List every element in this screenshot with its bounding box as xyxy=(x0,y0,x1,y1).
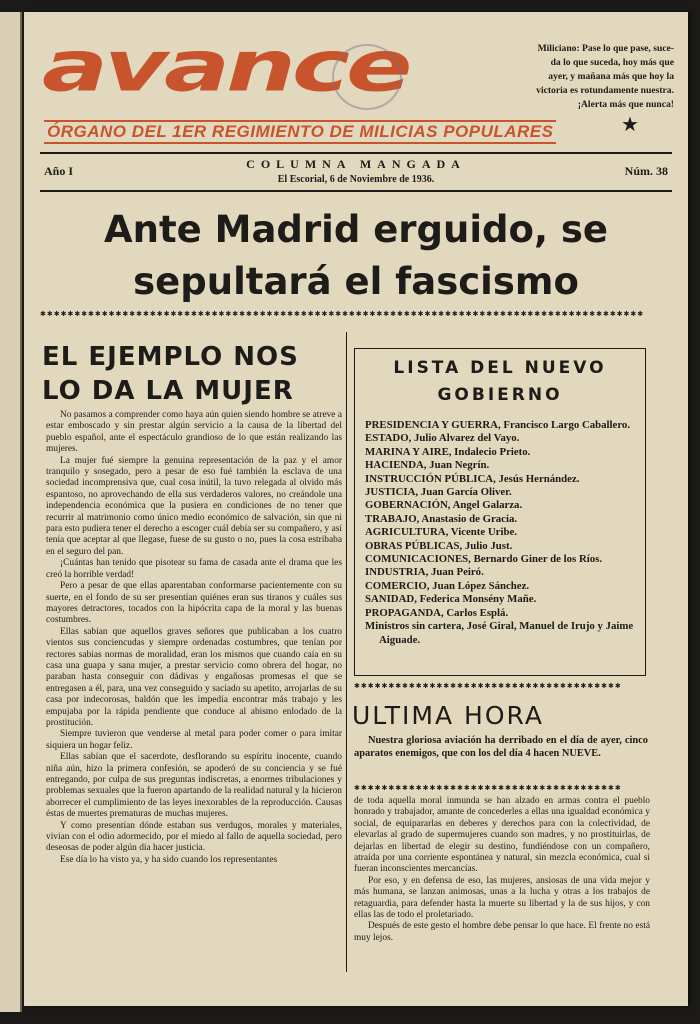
article-paragraph: Por eso, y en defensa de eso, las mujeres, ansiosas de una vida mejor y más humana, se lanzan animosas, unas a la lucha y otras a los trabajos de retaguardia, para defender hasta la muerte su libertad y la de sus hijos, y con ellas las de todo el proletariado. xyxy=(354,875,650,921)
list-item: OBRAS PÚBLICAS, Julio Just. xyxy=(365,539,513,552)
article-column-left xyxy=(46,410,342,866)
article-paragraph: Pero a pesar de que ellas aparentaban conformarse pacientemente con su suerte, en el fondo de su ser presentían quiénes eran sus tiranos y cuáles sus mayores detractores, tocados con la hipócrita capa de la moral y las buenas costumbres. xyxy=(46,581,342,626)
star-icon: ★ xyxy=(621,114,639,136)
main-headline: Ante Madrid erguido, se sepultará el fascismo xyxy=(103,208,609,303)
list-item: COMUNICACIONES, Bernardo Giner de los Ríos. xyxy=(365,553,603,566)
year-label: Año I xyxy=(44,164,74,178)
list-item: Ministros sin cartera, José Giral, Manuel de Irujo y Jaime Aiguade. xyxy=(365,620,634,646)
list-item: GOBERNACIÓN, Angel Galarza. xyxy=(365,499,523,512)
masthead-logo: avance xyxy=(42,25,409,109)
masthead-quote xyxy=(494,42,674,112)
issue-number: Núm. 38 xyxy=(624,164,668,178)
article-paragraph: de toda aquella moral inmunda se han alzado en armas contra el pueblo honrado y trabajador, amante de concederles a ellas una igualdad económica y social, de equipararlas en deberes y derechos para con la colectividad, de elevarlas al grado de supermujeres cuando son madres, y no prostituirlas, de dejarlas en libertad de elegir su destino, fundiéndose con un compañero, atraída por una corriente espontánea y natural, sin mezcla económica, cual si fueran inconscientes mercancías. xyxy=(354,796,650,875)
dotted-rule: ✱✱✱✱✱✱✱✱✱✱✱✱✱✱✱✱✱✱✱✱✱✱✱✱✱✱✱✱✱✱✱✱✱✱✱✱✱✱✱✱✱✱✱✱✱✱✱✱✱✱✱✱✱✱✱✱✱✱✱✱✱✱✱✱✱✱✱✱✱✱✱✱✱✱✱✱✱✱✱✱✱✱✱✱✱✱✱✱ xyxy=(40,310,645,318)
list-item: TRABAJO, Anastasio de Gracia. xyxy=(365,512,518,525)
article-paragraph: Y como presentían dónde estaban sus verdugos, morales y materiales, vivían con el odio adormecido, por el miedo al fallo de aquella sociedad, pero deseosas de poder algún día hacer justicia. xyxy=(46,820,342,854)
breaking-news-text: Nuestra gloriosa aviación ha derribado en el día de ayer, cinco aparatos enemigos, que con los del día 4 hacen NUEVE. xyxy=(354,735,648,759)
masthead xyxy=(42,25,554,142)
list-item: MARINA Y AIRE, Indalecio Prieto. xyxy=(365,445,531,458)
column-divider xyxy=(346,332,347,972)
article-title: EL EJEMPLO NOS LO DA LA MUJER xyxy=(42,342,299,406)
quote-line: victoria es rotundamente nuestra. xyxy=(536,85,674,96)
quote-line: ¡Alerta más que nunca! xyxy=(577,99,674,110)
list-item: AGRICULTURA, Vicente Uribe. xyxy=(365,526,517,539)
dateline xyxy=(40,152,672,192)
list-item: INSTRUCCIÓN PÚBLICA, Jesús Hernández. xyxy=(365,472,580,485)
breaking-news-title: ULTIMA HORA xyxy=(352,701,544,730)
dotted-rule: ✱✱✱✱✱✱✱✱✱✱✱✱✱✱✱✱✱✱✱✱✱✱✱✱✱✱✱✱✱✱✱✱✱✱✱✱✱✱✱ xyxy=(354,784,622,792)
list-item: SANIDAD, Federica Monsény Mañe. xyxy=(365,593,537,606)
government-list xyxy=(365,419,635,647)
library-stamp xyxy=(332,44,402,110)
list-item: COMERCIO, Juan López Sánchez. xyxy=(365,579,530,592)
quote-line: Miliciano: Pase lo que pase, suce- xyxy=(537,43,674,54)
list-item: INDUSTRIA, Juan Peiró. xyxy=(365,566,484,579)
issue-date: El Escorial, 6 de Noviembre de 1936. xyxy=(277,174,435,185)
government-list-box xyxy=(354,348,646,676)
list-item: ESTADO, Julio Alvarez del Vayo. xyxy=(365,432,520,445)
article-paragraph: ¡Cuántas han tenido que pisotear su fama de casada ante el drama que les creó la horrible verdad! xyxy=(46,558,342,580)
article-column-right xyxy=(354,796,650,944)
list-item: HACIENDA, Juan Negrín. xyxy=(365,459,490,472)
list-item: PRESIDENCIA Y GUERRA, Francisco Largo Caballero. xyxy=(365,419,631,431)
article-paragraph: Ellas sabían que el sacerdote, desflorando su espíritu inocente, cuando niña aún, hizo la primera confesión, se apoderó de su conciencia y se fué entregando, por culpa de sus preguntas indiscretas, a enormes tribulaciones y problemas sexuales que la fueron apartando de la realidad natural y la hicieron aborrecer el cumplimiento de las leyes inexorables de la reproducción. Causas éstas de muertes prematuras de muchas mujeres. xyxy=(46,752,342,820)
article-paragraph: Siempre tuvieron que venderse al metal para poder comer o para imitar siquiera un hogar feliz. xyxy=(46,729,342,751)
quote-line: da lo que suceda, hoy más que xyxy=(550,57,674,68)
dotted-rule: ✱✱✱✱✱✱✱✱✱✱✱✱✱✱✱✱✱✱✱✱✱✱✱✱✱✱✱✱✱✱✱✱✱✱✱✱✱✱✱ xyxy=(354,682,622,690)
article-paragraph: No pasamos a comprender como haya aún quien siendo hombre se atreve a estar emboscado y sin prestar algún servicio a la causa de la libertad del pueblo español, ante el espectáculo grandioso de lo que están realizando las mujeres. xyxy=(46,410,342,455)
masthead-subtitle: ÓRGANO DEL 1ER REGIMIENTO DE MILICIAS POPULARES xyxy=(44,120,556,144)
list-item: PROPAGANDA, Carlos Esplá. xyxy=(365,606,509,619)
article-paragraph: Después de este gesto el hombre debe pensar lo que hace. El frente no está muy lejos. xyxy=(354,921,650,943)
article-paragraph: La mujer fué siempre la genuina representación de la paz y el amor tranquilo y sosegado, pero a pesar de eso fué también la esclava de una sociedad incomprensiva que, cual cosa inútil, la tuvo relegada al olvido más espantoso, no aprovechando de ella sus verdaderos valores, no creándole una independencia económica que la pusiera en condiciones de no tener que recurrir al matrimonio como único medio económico de salvación, sin que ni para esto pudiera tener el derecho a escoger cuál debía ser su compañero, y así tenía que aceptar al que llegase, fuese de su gusto o no, pues la cosa estribaba en el seguro del pan. xyxy=(46,455,342,557)
list-item: JUSTICIA, Juan García Oliver. xyxy=(365,486,512,499)
article-paragraph: Ese día lo ha visto ya, y ha sido cuando los representantes xyxy=(60,854,278,865)
article-paragraph: Ellas sabían que aquellos graves señores que publicaban a los cuatro vientos sus conciencudas y siempre ordenadas costumbres, que tenían por rectores sabias normas de moralidad, eran los mismos que cuando caía en su casa una guapa y sana mujer, a prestar servicio como obrera del hogar, no paraban hasta conseguir con dádivas y engañosas promesas el que se entregasen a él, para, una vez conseguido y saciado su apetito, arrojarlas de su casa por indecorosas, baldón que les impedía encontrar más trabajo y les empujaba por la rápida pendiente que conduce al abismo enlodado de la prostitución. xyxy=(46,626,342,728)
column-name: COLUMNA MANGADA xyxy=(246,157,466,171)
quote-line: ayer, y mañana más que hoy la xyxy=(548,71,674,82)
government-list-title: LISTA DEL NUEVO GOBIERNO xyxy=(393,358,607,405)
adjacent-page-edge xyxy=(0,12,22,1012)
newspaper-page xyxy=(24,12,688,1006)
